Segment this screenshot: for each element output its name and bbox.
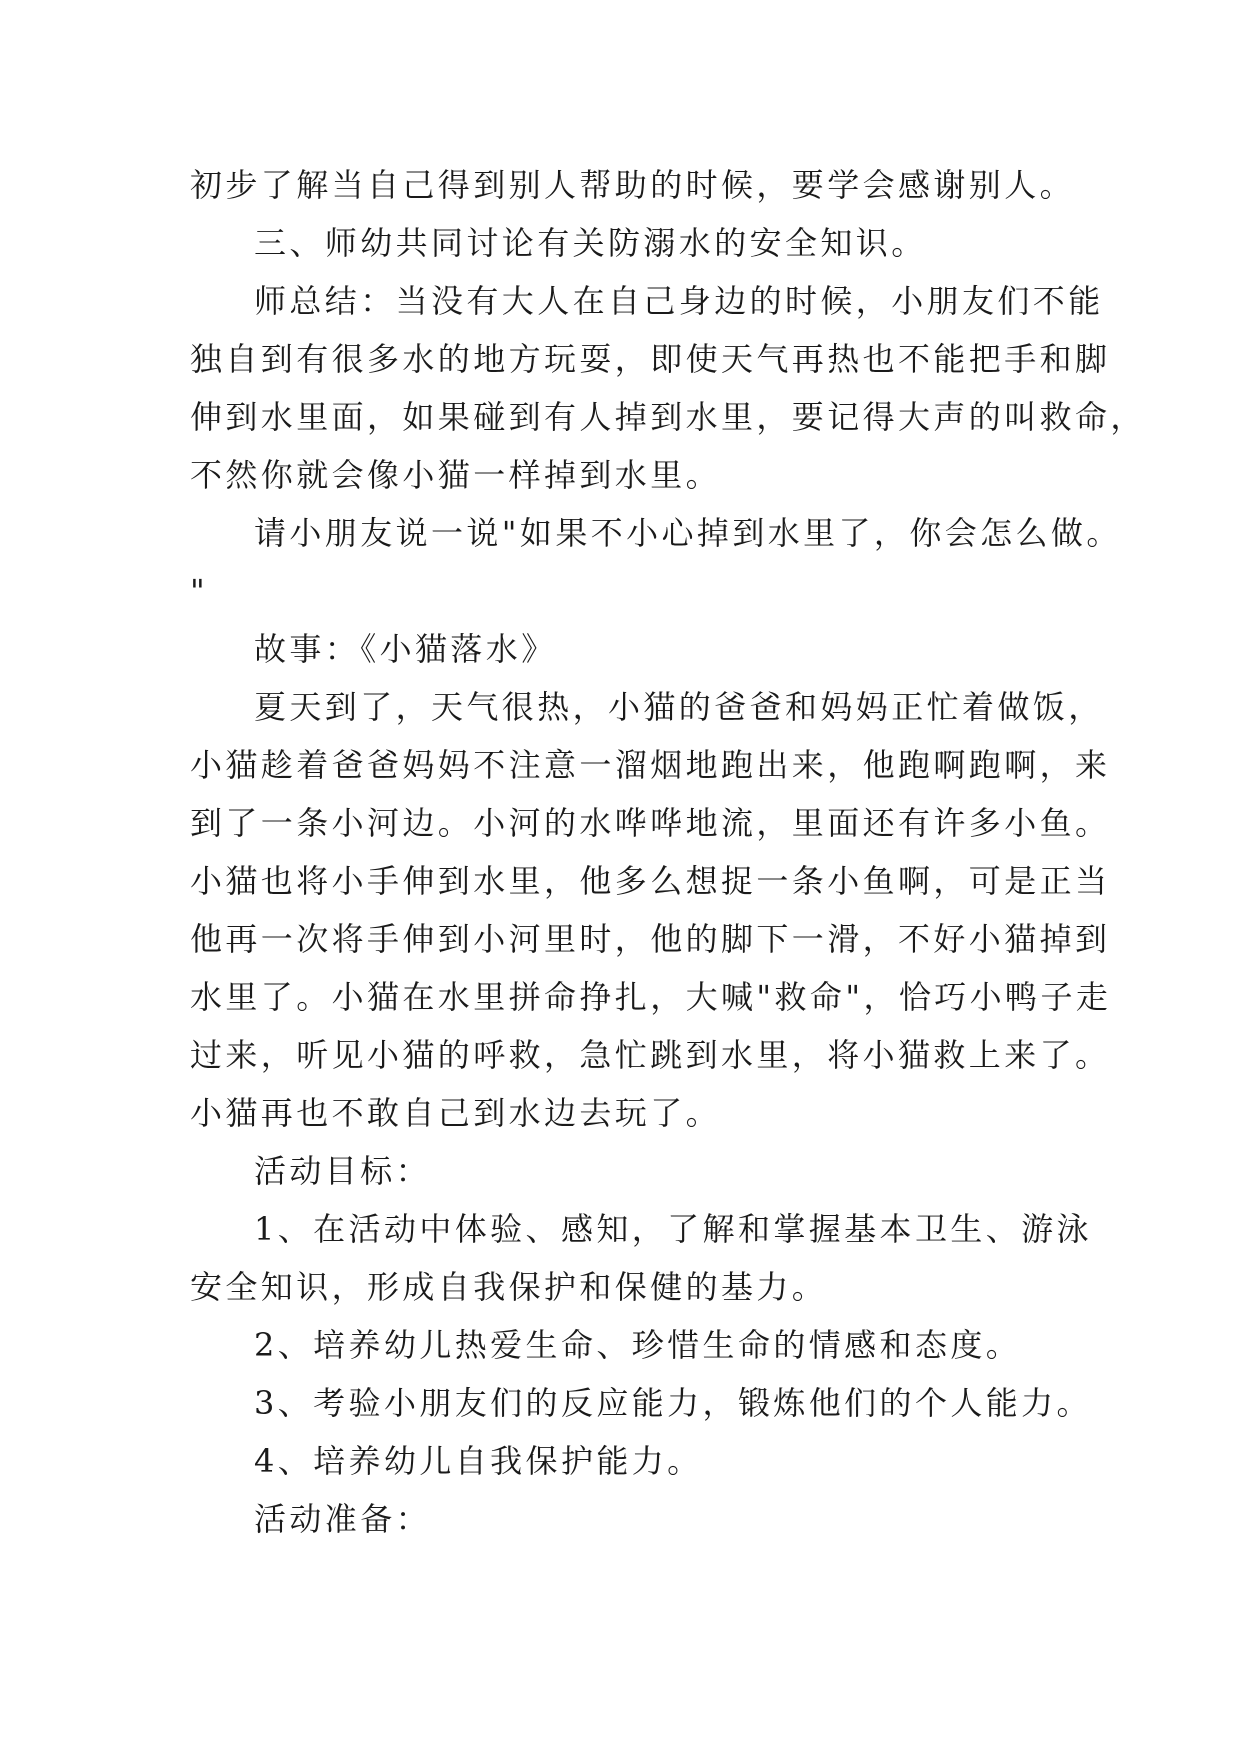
text-line: 师总结：当没有大人在自己身边的时候，小朋友们不能 [254,282,1104,320]
text-line: 不然你就会像小猫一样掉到水里。 [190,456,722,494]
text-line: 请小朋友说一说"如果不小心掉到水里了，你会怎么做。 [254,514,1122,552]
text-line: " [190,572,209,610]
text-line: 故事：《小猫落水》 [254,630,557,668]
text-line: 安全知识，形成自我保护和保健的基力。 [190,1268,828,1306]
text-line: 1、在活动中体验、感知，了解和掌握基本卫生、游泳 [254,1210,1092,1248]
text-line: 三、师幼共同讨论有关防溺水的安全知识。 [254,224,927,262]
text-line: 他再一次将手伸到小河里时，他的脚下一滑，不好小猫掉到 [190,920,1111,958]
text-line: 小猫也将小手伸到水里，他多么想捉一条小鱼啊，可是正当 [190,862,1111,900]
text-line: 过来，听见小猫的呼救，急忙跳到水里，将小猫救上来了。 [190,1036,1111,1074]
text-line: 小猫趁着爸爸妈妈不注意一溜烟地跑出来，他跑啊跑啊，来 [190,746,1111,784]
text-line: 到了一条小河边。小河的水哗哗地流，里面还有许多小鱼。 [190,804,1111,842]
text-line: 活动目标： [254,1152,432,1190]
text-line: 小猫再也不敢自己到水边去玩了。 [190,1094,722,1132]
text-line: 4、培养幼儿自我保护能力。 [254,1442,703,1480]
text-line: 活动准备： [254,1500,432,1538]
text-line: 初步了解当自己得到别人帮助的时候，要学会感谢别人。 [190,166,1076,204]
text-line: 3、考验小朋友们的反应能力，锻炼他们的个人能力。 [254,1384,1092,1422]
text-line: 2、培养幼儿热爱生命、珍惜生命的情感和态度。 [254,1326,1022,1364]
text-line: 夏天到了，天气很热，小猫的爸爸和妈妈正忙着做饭， [254,688,1104,726]
text-line: 伸到水里面，如果碰到有人掉到水里，要记得大声的叫救命， [190,398,1146,436]
text-line: 独自到有很多水的地方玩耍，即使天气再热也不能把手和脚 [190,340,1111,378]
text-line: 水里了。小猫在水里拼命挣扎，大喊"救命"，恰巧小鸭子走 [190,978,1112,1016]
